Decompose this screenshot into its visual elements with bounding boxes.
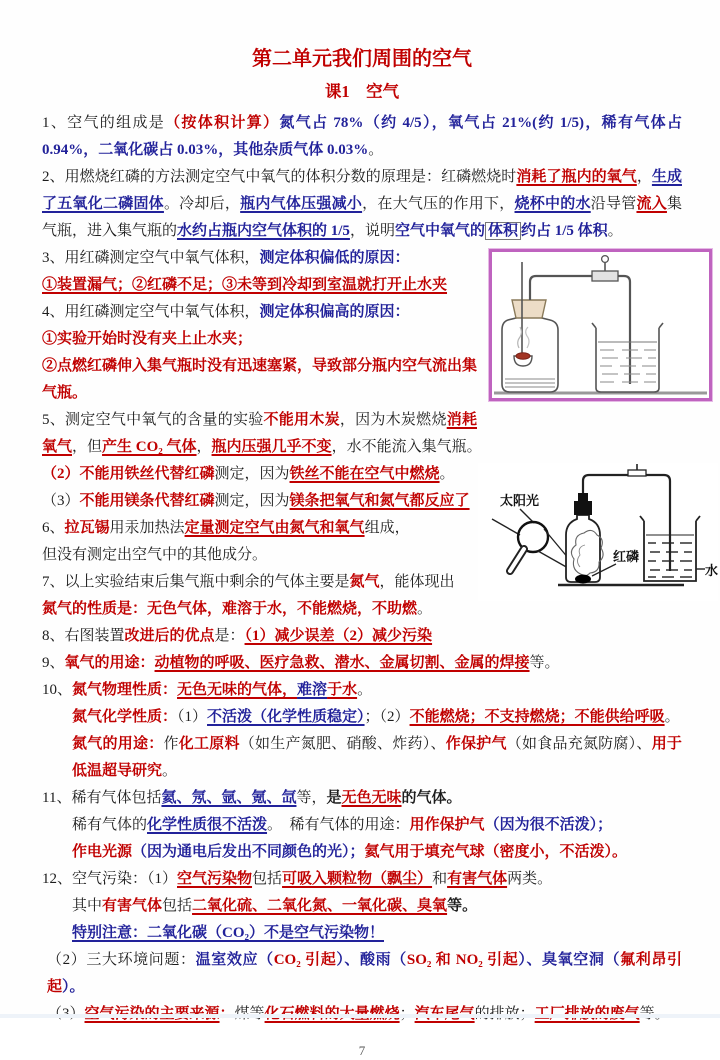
sun-ray-shape bbox=[492, 519, 520, 535]
red-phosphorus-shape bbox=[516, 353, 530, 359]
item-5-no-iron-note: （2）不能用铁丝代替红磷测定，因为铁丝不能在空气中燃烧。 bbox=[42, 466, 455, 482]
bottle-cap-shape bbox=[574, 501, 592, 515]
item-7-nitrogen-properties: 氮气的性质是：无色气体，难溶于水，不能燃烧，不助燃。 bbox=[42, 601, 433, 617]
item-7-nitrogen-remaining: 7、以上实验结束后集气瓶中剩余的气体主要是氮气，能体现出 bbox=[42, 574, 455, 590]
item-6-lavoisier-cont: 但没有测定出空气中的其他成分。 bbox=[42, 547, 268, 563]
item-11-rare-gas-uses: 作电光源（因为通电后发出不同颜色的光）；氦气用于填充气球（密度小，不活泼）。 bbox=[72, 844, 628, 860]
improved-apparatus-illustration-icon bbox=[478, 463, 718, 601]
experiment-diagram-original bbox=[489, 249, 712, 401]
item-2-red-phosphorus-principle: 2、用燃烧红磷的方法测定空气中氧气的体积分数的原理是：红磷燃烧时消耗了瓶内的氧气，生成了五氧化二磷固体。冷却后，瓶内气体压强减小，在大气压的作用下，烧杯中的水沿导管流入集气瓶，进入集气瓶的水约占瓶内空气体积的 1/5，说明空气中氧气的 体积 约占 1/5 体积。 bbox=[42, 169, 682, 239]
red-phosphorus-label: 红磷 bbox=[613, 549, 640, 564]
sunlight-label: 太阳光 bbox=[500, 493, 540, 508]
item-5-no-charcoal: 5、测定空气中氧气的含量的实验不能用木炭，因为木炭燃烧消耗氧气，但产生 CO₂ 气体，瓶内压强几乎不变，水不能流入集气瓶。 bbox=[42, 412, 482, 455]
water-label: 水 bbox=[705, 563, 719, 578]
item-12-environment-problems: （2）三大环境问题：温室效应（CO₂ 引起）、酸雨（SO₂ 和 NO₂ 引起）、臭氧空洞（氟利昂引起）。 bbox=[47, 952, 682, 995]
stopper-shape bbox=[512, 300, 546, 318]
item-4-high-result-heading: 4、用红磷测定空气中氧气体积，测定体积偏高的原因： bbox=[42, 304, 410, 320]
item-4-high-result-reason-2: ②点燃红磷伸入集气瓶时没有迅速塞紧，导致部分瓶内空气流出集气瓶。 bbox=[42, 358, 478, 401]
page-bottom-edge bbox=[0, 1014, 720, 1018]
item-3-low-result-reasons: ①装置漏气；②红磷不足；③未等到冷却到室温就打开止水夹 bbox=[42, 277, 448, 293]
item-6-lavoisier: 6、拉瓦锡用汞加热法定量测定空气由氮气和氧气组成， bbox=[42, 520, 410, 536]
page-number: 7 bbox=[358, 1043, 366, 1058]
item-3-low-result-heading: 3、用红磷测定空气中氧气体积，测定体积偏低的原因： bbox=[42, 250, 410, 266]
item-12-air-pollutants: 12、空气污染：（1）空气污染物包括可吸入颗粒物（飘尘）和有害气体两类。 bbox=[42, 871, 553, 887]
item-12-special-note: 特别注意：二氧化碳（CO₂）不是空气污染物！ bbox=[72, 925, 384, 941]
page-title: 第二单元我们周围的空气 bbox=[252, 48, 472, 70]
pinch-clamp-shape bbox=[592, 271, 618, 281]
experiment-diagram-improved bbox=[478, 463, 718, 601]
pinch-clamp-shape bbox=[628, 470, 646, 476]
item-4-high-result-reason-1: ①实验开始时没有夹上止水夹； bbox=[42, 331, 253, 347]
item-10-nitrogen-physical: 10、氮气物理性质：无色无味的气体，难溶于水。 bbox=[42, 682, 373, 698]
item-10-nitrogen-uses: 氮气的用途：作化工原料（如生产氮肥、硝酸、炸药）、作保护气（如食品充氮防腐）、用于低温超导研究。 bbox=[72, 736, 682, 779]
lesson-subtitle: 课1 空气 bbox=[324, 82, 400, 101]
item-5-no-magnesium-note: （3）不能用镁条代替红磷测定，因为镁条把氧气和氮气都反应了 bbox=[42, 493, 470, 509]
item-11-rare-gases: 11、稀有气体包括氦、氖、氩、氪、氙等，是无色无味的气体。 bbox=[42, 790, 462, 806]
red-phosphorus-shape bbox=[575, 575, 591, 584]
item-8-improved-advantages: 8、右图装置改进后的优点是：（1）减少误差（2）减少污染 bbox=[42, 628, 433, 644]
item-1-air-composition: 1、空气的组成是（按体积计算）氮气占 78%（约 4/5），氧气占 21%(约 1/5)，稀有气体占 0.94%，二氧化碳占 0.03%，其他杂质气体 0.03%。 bbox=[42, 115, 682, 158]
item-10-nitrogen-chemical: 氮气化学性质：（1）不活泼（化学性质稳定）；（2）不能燃烧；不支持燃烧；不能供给呼吸。 bbox=[72, 709, 680, 725]
apparatus-illustration-icon bbox=[492, 252, 709, 398]
item-11-rare-gas-properties: 稀有气体的化学性质很不活泼。 稀有气体的用途：用作保护气（因为很不活泼）； bbox=[72, 817, 613, 833]
item-12-harmful-gases: 其中有害气体包括二氧化硫、二氧化氮、一氧化碳、臭氧等。 bbox=[72, 898, 478, 914]
item-9-oxygen-uses: 9、氧气的用途：动植物的呼吸、医疗急救、潜水、金属切割、金属的焊接等。 bbox=[42, 655, 560, 671]
